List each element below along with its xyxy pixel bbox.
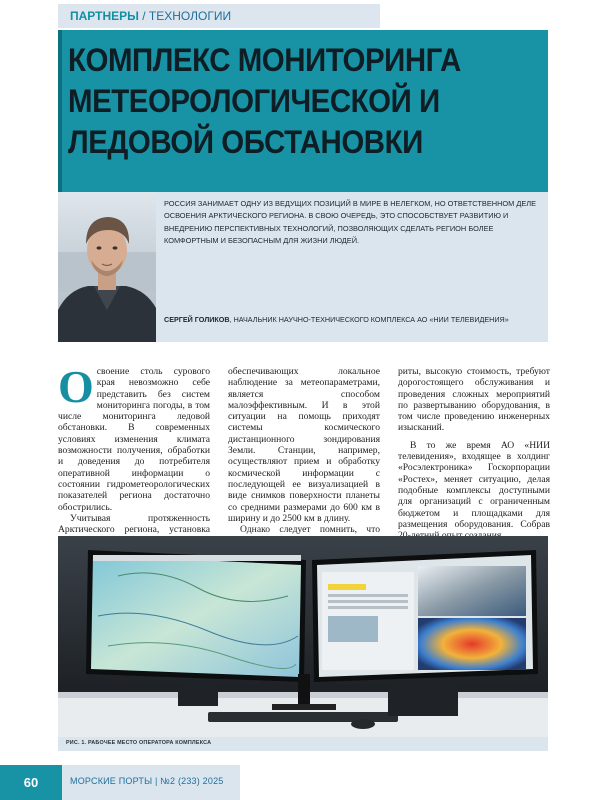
author-credit	[164, 314, 542, 326]
title-line-2: МЕТЕОРОЛОГИЧЕСКОЙ И	[68, 83, 440, 119]
col2-para2: Однако следует помнить, что	[240, 524, 380, 536]
title-line-1: КОМПЛЕКС МОНИТОРИНГА	[68, 42, 461, 78]
section-separator: /	[138, 9, 149, 23]
figure-caption: РИС. 1. РАБОЧЕЕ МЕСТО ОПЕРАТОРА КОМПЛЕКСА	[66, 740, 212, 746]
col1-para1-text: своение столь сурового края невозможно себе представить без систем мониторинга погоды, в том числе мониторинга ледовой обстановки. В современных условиях изменения климата возможности получения, обработки и доведения до потребителя оперативной информации о состоянии гидрометеорологических показателей региона достаточно обострились.	[58, 366, 210, 513]
author-photo	[58, 192, 156, 342]
workstation-photo	[58, 536, 548, 737]
col1-para2: Учитывая протяженность Арктического региона, установка	[58, 512, 210, 536]
workstation-illustration	[58, 536, 548, 737]
body-column-2	[228, 366, 380, 558]
author-portrait-image	[58, 192, 156, 342]
title-line-3: ЛЕДОВОЙ ОБСТАНОВКИ	[68, 124, 423, 160]
drop-cap: О	[58, 361, 94, 412]
section-subcategory: ТЕХНОЛОГИИ	[148, 9, 232, 23]
col3-para2: В то же время АО «НИИ телевидения», входящее в холдинг «Росэлектроника» Госкорпорации «Ростех», меняет ситуацию, делая подобные комплексы доступными для организаций с ограниченным бюджетом и площадками для размещения оборудования. Собрав	[398, 439, 550, 530]
journal-title: МОРСКИЕ ПОРТЫ | №2 (233) 2025	[70, 776, 224, 786]
page-number: 60	[0, 765, 62, 800]
body-column-1	[58, 361, 210, 547]
section-tag	[58, 4, 380, 28]
lead-paragraph: РОССИЯ ЗАНИМАЕТ ОДНУ ИЗ ВЕДУЩИХ ПОЗИЦИЙ В МИРЕ В НЕЛЕГКОМ, НО ОТВЕТСТВЕННОМ ДЕЛЕ ОСВОЕНИЯ АРКТИЧЕСКОГО РЕГИОНА. В СВОЮ ОЧЕРЕДЬ, ЭТО СПОСОБСТВУЕТ РАЗВИТИЮ И ВНЕДРЕНИЮ ПЕРСПЕКТИВНЫХ ТЕХНОЛОГИЙ, ПОЗВОЛЯЮЩИХ СДЕЛАТЬ РЕГИОН БОЛЕЕ КОМФОРТНЫМ И БЕЗОПАСНЫМ ДЛЯ ЖИЗНИ ЛЮДЕЙ.	[164, 199, 537, 246]
col3-para1: риты, высокую стоимость, требуют дорогостоящего обслуживания и проведения сложных мероприятий по развертыванию оборудования, в том числе проведению инженерных изысканий.	[398, 366, 550, 434]
body-column-3	[398, 366, 550, 541]
article-title	[68, 40, 500, 163]
section-category: ПАРТНЕРЫ	[70, 9, 139, 23]
author-position: , НАЧАЛЬНИК НАУЧНО-ТЕХНИЧЕСКОГО КОМПЛЕКСА АО «НИИ ТЕЛЕВИДЕНИЯ»	[229, 315, 509, 324]
title-accent-bar	[58, 30, 62, 192]
body-paragraph	[58, 361, 210, 513]
author-name: СЕРГЕЙ ГОЛИКОВ	[164, 315, 230, 324]
col2-para1: обеспечивающих локальное наблюдение за метеопараметрами, является способом малоэффективным. И в этой ситуации на помощь приходят системы космического дистанционного зондирования Земли. Станции, например, осуществляют прием и обработку космической информации с последующей ее визуализацией в виде снимков поверхности планеты со средними размерами до 600 км в ширину и до 2500 км в длину.	[228, 366, 380, 524]
